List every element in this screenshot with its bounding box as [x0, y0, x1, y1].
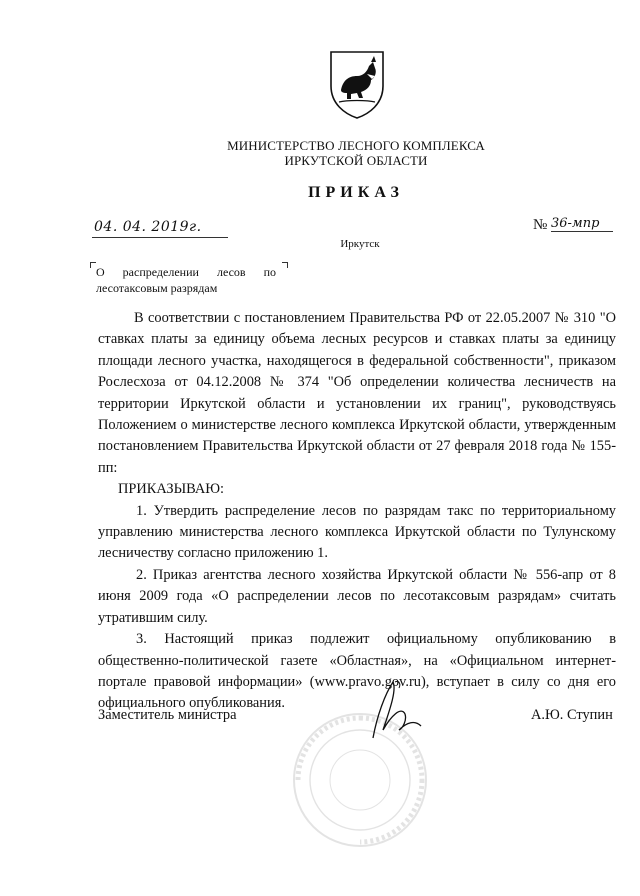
signer-name: А.Ю. Ступин [531, 707, 613, 723]
ministry-line-1: МИНИСТЕРСТВО ЛЕСНОГО КОМПЛЕКСА [227, 138, 485, 153]
date-field [92, 219, 228, 238]
city-name: Иркутск [340, 238, 380, 250]
order-word: ПРИКАЗЫВАЮ: [118, 481, 225, 498]
document-title: ПРИКАЗ [308, 184, 404, 201]
order-item-2: 2. Приказ агентства лесного хозяйства Иркутской области № 556-апр от 8 июня 2009 года «О распределении лесов по лесотаксовым разрядам» считать утратившим силу. [98, 566, 616, 626]
order-subject [96, 264, 296, 296]
order-number-field [533, 216, 613, 236]
handwritten-order-number: 36-мпр [551, 216, 613, 232]
coat-of-arms-emblem [327, 46, 387, 120]
subject-line-2: лесотаксовым разрядам [96, 281, 218, 295]
preamble-paragraph: В соответствии с постановлением Правительства РФ от 22.05.2007 № 310 "О ставках платы за единицу объема лесных ресурсов и ставках платы за единицу площади лесного участка, находящегося в федеральной собственности", приказом Рослесхоза от 04.12.2008 № 374 "Об определении количества лесничеств на территории Иркутской области и установлении их границ", руководствуясь Положением о министерстве лесного комплекса Иркутской области, утвержденным постановлением Правительства Иркутской области от 27 февраля 2018 года № 155-пп: [98, 310, 616, 476]
signer-position: Заместитель министра [98, 707, 237, 723]
number-sign: № [533, 217, 548, 233]
ministry-name [150, 138, 562, 168]
handwritten-date: 04. 04. 2019г. [94, 219, 202, 235]
subject-line-1: О распределении лесов по [96, 265, 276, 279]
order-item-1: 1. Утвердить распределение лесов по разрядам такс по территориальному управлению министерства лесного комплекса Иркутской области по Тулунскому лесничеству согласно приложению 1. [98, 502, 616, 562]
order-item-3: 3. Настоящий приказ подлежит официальному опубликованию в общественно-политической газете «Областная», на «Официальном интернет-портале правовой информации» (www.pravo.gov.ru), вступает в силу со дня его официального опубликования. [98, 631, 616, 712]
order-body [98, 308, 616, 715]
handwritten-signature [355, 676, 445, 746]
ministry-line-2: ИРКУТСКОЙ ОБЛАСТИ [284, 153, 428, 168]
